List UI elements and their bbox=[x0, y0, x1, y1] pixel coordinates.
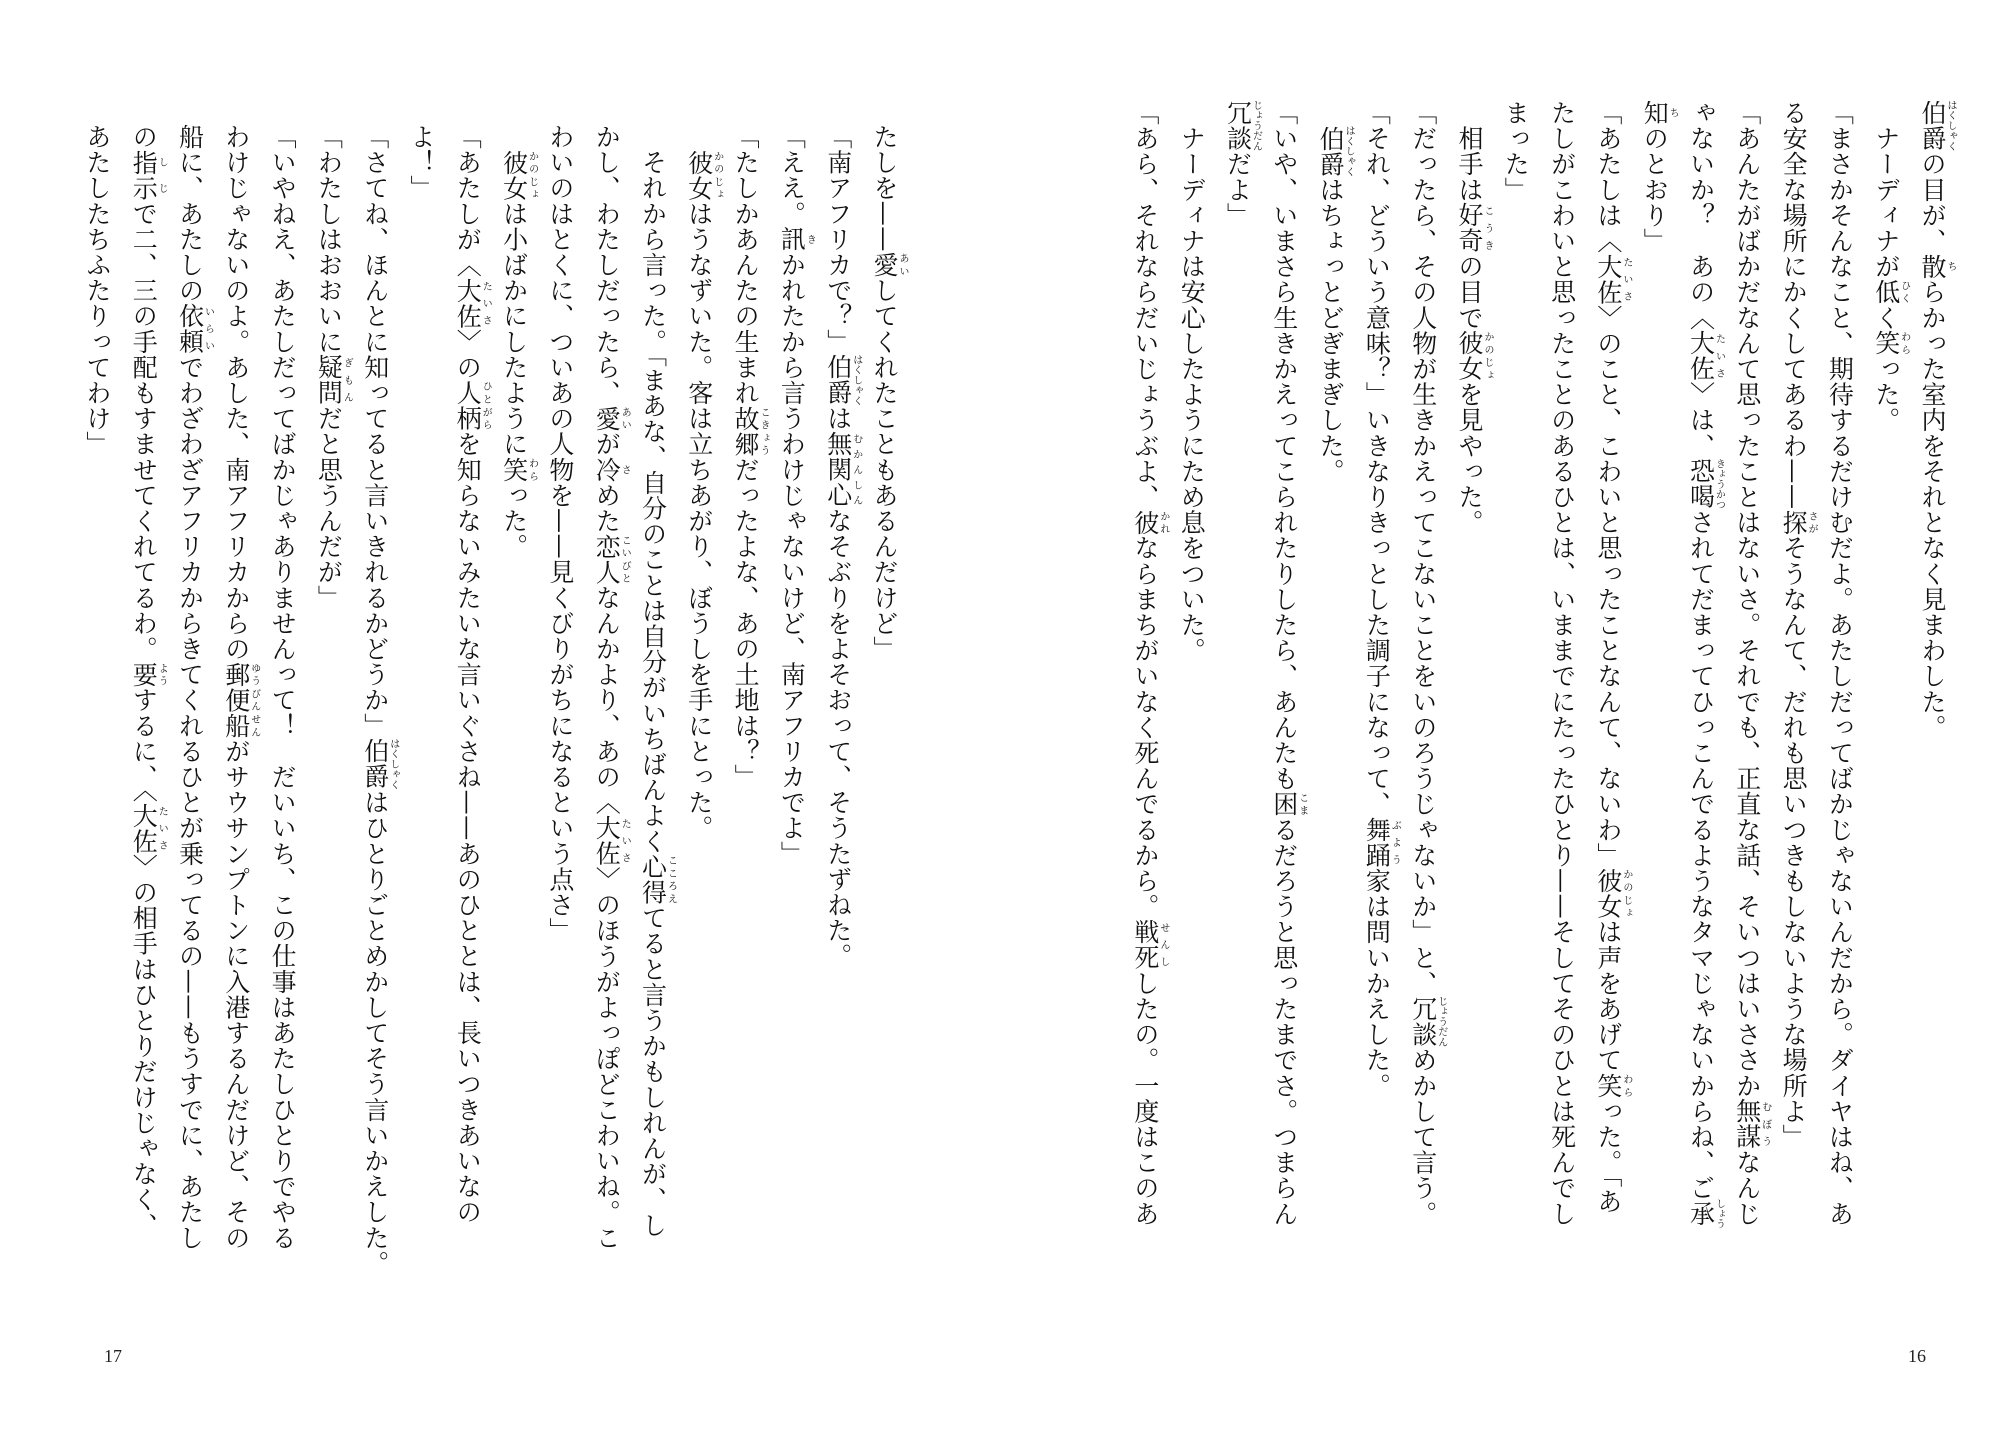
ruby-word bbox=[314, 354, 353, 406]
ruby-word bbox=[1779, 509, 1818, 536]
ruby-word bbox=[823, 354, 862, 406]
text-line bbox=[1728, 100, 1771, 1226]
text-run: らかった室内をそれとなく見まわした。 bbox=[1918, 279, 1947, 741]
text-run: を見やった。 bbox=[1455, 381, 1484, 536]
text-run: 「南アフリカで？」 bbox=[823, 124, 853, 355]
text-run: はうなずいた。客は立ちあがり、ぼうしを手にとった。 bbox=[684, 200, 714, 841]
text-line bbox=[448, 124, 491, 1225]
ruby-reading: じょうだん bbox=[1435, 996, 1447, 1048]
ruby-word bbox=[592, 815, 631, 867]
ruby-base: 恐喝 bbox=[1686, 458, 1716, 510]
ruby-word bbox=[129, 661, 168, 688]
ruby-reading: かのじょ bbox=[1482, 330, 1493, 382]
ruby-base: 好奇 bbox=[1455, 202, 1484, 254]
ruby-reading: さ bbox=[619, 456, 631, 483]
ruby-word bbox=[684, 149, 723, 201]
ruby-base: 戦死 bbox=[1130, 919, 1160, 971]
ruby-reading: かのじょ bbox=[1620, 868, 1632, 920]
text-line bbox=[726, 124, 769, 790]
text-run: で二、三の手配もすませてくれてるわ。 bbox=[129, 200, 159, 662]
ruby-reading: かれ bbox=[1157, 509, 1169, 536]
text-line bbox=[1219, 100, 1262, 228]
text-run: 〉は、 bbox=[1686, 381, 1716, 459]
ruby-word bbox=[129, 149, 168, 201]
ruby-word bbox=[1871, 330, 1910, 357]
text-run: ナーディナは安心したようにため息をついた。 bbox=[1177, 100, 1207, 664]
ruby-reading: むぼう bbox=[1759, 1098, 1771, 1150]
ruby-reading: ぎもん bbox=[341, 354, 353, 406]
text-run: は小ばかにしたように bbox=[499, 200, 529, 457]
ruby-reading: かのじょ bbox=[711, 149, 723, 201]
ruby-base: 大佐 bbox=[1686, 330, 1716, 382]
text-run: 「あたしが〈 bbox=[453, 124, 483, 278]
text-run: ナーディナが bbox=[1871, 100, 1901, 280]
text-run: てると言うかもしれんが、し bbox=[638, 905, 668, 1238]
ruby-reading: たいさ bbox=[480, 277, 492, 329]
text-line bbox=[541, 124, 579, 943]
text-run: よ！」 bbox=[407, 124, 436, 201]
text-run: 〉の bbox=[453, 328, 483, 381]
text-run bbox=[1316, 100, 1345, 126]
text-run: それから言った。「まあな、自分のことは自分がいちばんよく bbox=[638, 124, 668, 854]
text-line bbox=[1172, 100, 1210, 663]
text-run: はちょっとどぎまぎした。 bbox=[1316, 176, 1346, 485]
ruby-base: 探 bbox=[1779, 509, 1809, 536]
ruby-word bbox=[1223, 100, 1262, 152]
text-run: 「ええ。 bbox=[777, 124, 807, 227]
ruby-reading: きょうかつ bbox=[1713, 458, 1725, 510]
ruby-base: 彼女 bbox=[499, 149, 529, 201]
ruby-reading: わら bbox=[1898, 330, 1910, 357]
text-run: 「いやねえ、あたしだってばかじゃありませんって！ だいいち、この仕事はあたしひとりでやる bbox=[268, 124, 298, 1251]
ruby-word bbox=[453, 380, 492, 432]
text-run: したの。一度はこのあ bbox=[1130, 970, 1160, 1227]
ruby-base: 心得 bbox=[638, 853, 668, 906]
ruby-reading: さが bbox=[1806, 509, 1818, 536]
ruby-word bbox=[499, 456, 538, 483]
ruby-word bbox=[592, 405, 631, 432]
text-run: は声をあげて bbox=[1593, 919, 1623, 1073]
text-run: まった」 bbox=[1501, 100, 1531, 203]
text-run: 「あたしは〈 bbox=[1593, 100, 1623, 254]
text-run: してくれたこともあるんだけど」 bbox=[870, 277, 899, 662]
ruby-reading: じょうだん bbox=[1250, 100, 1262, 152]
ruby-reading: いらい bbox=[202, 303, 214, 355]
text-run: 「あら、それならだいじょうぶよ、 bbox=[1130, 100, 1160, 510]
ruby-word bbox=[1686, 330, 1725, 382]
ruby-base: 無関心 bbox=[823, 431, 853, 509]
ruby-base: 彼女 bbox=[1455, 330, 1484, 382]
text-run: ゃないか？ あの〈 bbox=[1686, 100, 1716, 331]
ruby-base: 困 bbox=[1269, 791, 1299, 817]
text-run: 家は問いかえした。 bbox=[1362, 868, 1392, 1099]
ruby-word bbox=[221, 661, 260, 739]
text-line bbox=[1774, 100, 1817, 1150]
text-run: でわざわざアフリカからきてくれるひとが乗ってるの——もうすでに、あたし bbox=[175, 354, 205, 1251]
ruby-reading: たいさ bbox=[1620, 253, 1632, 305]
ruby-reading: しじ bbox=[156, 149, 168, 201]
text-run: 「だったら、その人物が生きかえってこないことをいのろうじゃないか」と、 bbox=[1408, 100, 1438, 996]
text-run: った。 bbox=[1871, 356, 1901, 433]
ruby-reading: ち bbox=[1667, 100, 1679, 126]
text-run: 「たしかあんたの生まれ bbox=[731, 124, 761, 406]
ruby-base: 笑 bbox=[1593, 1072, 1623, 1099]
page-number-right: 16 bbox=[1908, 1346, 1926, 1366]
ruby-word bbox=[638, 853, 677, 906]
ruby-base: 伯爵 bbox=[1316, 125, 1346, 177]
ruby-word bbox=[870, 252, 908, 278]
text-run: たしを—— bbox=[870, 124, 899, 252]
ruby-reading: ち bbox=[1945, 253, 1956, 280]
text-run: 「さてね、ほんとに知ってると言いきれるかどうか」 bbox=[360, 124, 390, 739]
text-line bbox=[78, 124, 116, 457]
text-line bbox=[171, 124, 214, 1250]
text-run: は bbox=[823, 405, 853, 432]
text-run: そうなんて、だれも思いつきもしないような場所よ」 bbox=[1779, 535, 1809, 1150]
text-run: が bbox=[592, 431, 622, 457]
ruby-word bbox=[1269, 791, 1308, 817]
ruby-word bbox=[1732, 1098, 1771, 1150]
text-line bbox=[1265, 100, 1308, 1226]
text-run bbox=[500, 124, 529, 150]
ruby-word bbox=[129, 802, 168, 854]
ruby-reading: あい bbox=[897, 252, 908, 278]
ruby-reading: こま bbox=[1296, 791, 1308, 817]
text-line bbox=[402, 124, 440, 201]
ruby-word bbox=[1455, 202, 1493, 254]
ruby-base: 愛 bbox=[870, 252, 899, 278]
text-run: だったよな、あの土地は？」 bbox=[731, 456, 761, 790]
ruby-word bbox=[1130, 919, 1169, 971]
text-run: なそぶりをよそおって、そうたずねた。 bbox=[823, 508, 853, 969]
text-line bbox=[1635, 100, 1678, 254]
ruby-reading: はくしゃく bbox=[387, 738, 399, 790]
ruby-base: 大佐 bbox=[592, 815, 622, 867]
text-run: だよ」 bbox=[1223, 151, 1253, 229]
text-run: 「わたしはおおいに bbox=[314, 124, 344, 355]
ruby-reading: こきょう bbox=[758, 405, 770, 457]
ruby-base: 要 bbox=[129, 661, 159, 688]
text-run: めた bbox=[592, 482, 622, 534]
text-line bbox=[587, 124, 630, 1250]
text-run: の目で bbox=[1455, 253, 1484, 331]
text-line bbox=[1357, 100, 1400, 1098]
text-run: するに、〈 bbox=[129, 687, 159, 803]
text-line bbox=[1820, 100, 1858, 1226]
text-line bbox=[495, 124, 538, 559]
text-run: だと思うんだが」 bbox=[314, 405, 344, 611]
text-run: 相手は bbox=[1455, 100, 1484, 203]
ruby-word bbox=[499, 149, 538, 201]
ruby-word bbox=[823, 431, 862, 509]
text-run: めかして言う。 bbox=[1408, 1047, 1438, 1227]
text-line bbox=[1404, 100, 1447, 1226]
ruby-reading: わら bbox=[526, 456, 538, 483]
ruby-reading: はくしゃく bbox=[1945, 100, 1956, 152]
text-run: く bbox=[1871, 304, 1901, 331]
text-line bbox=[1126, 100, 1169, 1226]
text-line bbox=[1496, 100, 1534, 202]
page-number-left: 17 bbox=[104, 1346, 122, 1366]
ruby-reading: ぶよう bbox=[1389, 816, 1401, 869]
text-run: を知らないみたいな言いぐさね——あのひととは、長いつきあいなの bbox=[453, 431, 483, 1225]
text-run: 〉のこと、こわいと思ったことなんて、ないわ」 bbox=[1593, 304, 1623, 869]
text-run: のとおり」 bbox=[1640, 125, 1670, 254]
ruby-word bbox=[1918, 100, 1956, 152]
ruby-reading: せんし bbox=[1157, 919, 1169, 971]
ruby-reading: あい bbox=[619, 405, 631, 432]
ruby-base: 大佐 bbox=[129, 802, 159, 854]
ruby-word bbox=[1316, 125, 1355, 177]
text-run: されてだまってひっこんでるようなタマじゃないからね、ご bbox=[1686, 509, 1716, 1201]
text-line bbox=[1867, 100, 1910, 433]
ruby-reading: たいさ bbox=[1713, 330, 1725, 382]
text-run: たしがこわいと思ったことのあるひとは、いままでにたったひとり——そしてそのひとは死んでし bbox=[1547, 100, 1577, 1227]
text-line bbox=[1682, 100, 1725, 1229]
text-line bbox=[1311, 100, 1354, 484]
text-run: った。 bbox=[499, 482, 529, 560]
ruby-word bbox=[777, 226, 816, 253]
ruby-reading: こころえ bbox=[665, 853, 677, 906]
ruby-reading: しょう bbox=[1713, 1198, 1725, 1229]
ruby-reading: ゆうびんせん bbox=[248, 661, 260, 739]
text-line bbox=[124, 124, 167, 1238]
ruby-word bbox=[1130, 509, 1169, 536]
text-run: 〉の相手はひとりだけじゃなく、 bbox=[129, 853, 159, 1238]
text-line bbox=[680, 124, 723, 841]
ruby-reading: むかんしん bbox=[850, 431, 862, 509]
ruby-word bbox=[1455, 330, 1493, 382]
text-run: った。「あ bbox=[1593, 1098, 1623, 1214]
text-line bbox=[865, 124, 908, 662]
ruby-word bbox=[731, 405, 770, 457]
ruby-base: 笑 bbox=[1871, 330, 1901, 357]
ruby-reading: ひく bbox=[1898, 279, 1910, 305]
ruby-reading: たいさ bbox=[156, 802, 168, 854]
ruby-base: 依頼 bbox=[175, 303, 205, 355]
ruby-base: 人柄 bbox=[453, 380, 483, 432]
ruby-word bbox=[592, 456, 631, 483]
text-run: 〉のほうがよっぽどこわいね。こ bbox=[592, 866, 622, 1251]
ruby-base: 承 bbox=[1686, 1198, 1716, 1229]
ruby-base: 笑 bbox=[499, 456, 529, 483]
text-run: 「いや、いまさら生きかえってこられたりしたら、あんたも bbox=[1269, 100, 1299, 792]
ruby-base: 散 bbox=[1918, 253, 1947, 280]
ruby-base: 恋人 bbox=[592, 533, 622, 585]
ruby-base: 訊 bbox=[777, 226, 807, 253]
ruby-word bbox=[360, 738, 399, 790]
ruby-base: 知 bbox=[1640, 100, 1670, 126]
text-run: わいのはとくに、ついあの人物を——見くびりがちになるという点さ」 bbox=[545, 124, 575, 944]
ruby-reading: かのじょ bbox=[526, 149, 538, 201]
ruby-word bbox=[1686, 458, 1725, 510]
right-page bbox=[1000, 0, 2000, 1441]
ruby-word bbox=[1686, 1198, 1725, 1229]
ruby-base: 指示 bbox=[129, 149, 159, 201]
ruby-base: 伯爵 bbox=[360, 738, 390, 790]
ruby-reading: き bbox=[804, 226, 816, 252]
text-run: はひとりごとめかしてそう言いかえした。 bbox=[360, 789, 390, 1277]
ruby-reading: はくしゃく bbox=[850, 354, 862, 406]
text-run: なんじ bbox=[1732, 1149, 1762, 1227]
text-line bbox=[356, 124, 399, 1276]
ruby-word bbox=[175, 303, 214, 355]
ruby-base: 伯爵 bbox=[823, 354, 853, 406]
ruby-word bbox=[1918, 253, 1956, 280]
ruby-base: 大佐 bbox=[453, 277, 483, 329]
ruby-word bbox=[1362, 816, 1401, 869]
text-run: かし、わたしだったら、 bbox=[592, 124, 622, 406]
text-line bbox=[1589, 100, 1632, 1214]
ruby-word bbox=[453, 277, 492, 329]
text-line bbox=[309, 124, 352, 610]
ruby-base: 疑問 bbox=[314, 354, 344, 406]
text-run: の目が、 bbox=[1918, 151, 1947, 254]
ruby-word bbox=[1593, 868, 1632, 920]
text-run: 「まさかそんなこと、期待するだけむだよ。あたしだってばかじゃないんだから。ダイヤはね、あ bbox=[1825, 100, 1855, 1227]
text-line bbox=[1913, 100, 1956, 740]
text-run: 「あんたがばかだなんて思ったことはないさ。それでも、正直な話、そいつはいささか bbox=[1732, 100, 1762, 1099]
ruby-base: 低 bbox=[1871, 279, 1901, 305]
text-run bbox=[685, 124, 714, 150]
text-line bbox=[634, 124, 677, 1238]
ruby-reading: こうき bbox=[1482, 202, 1493, 254]
ruby-base: 彼女 bbox=[1593, 868, 1623, 920]
text-run: ならまちがいなく死んでるから。 bbox=[1130, 535, 1160, 920]
ruby-base: 大佐 bbox=[1593, 253, 1623, 305]
ruby-word bbox=[592, 533, 631, 585]
ruby-base: 故郷 bbox=[731, 405, 761, 457]
text-line bbox=[217, 124, 260, 1250]
text-run: る安全な場所にかくしてあるわ—— bbox=[1779, 100, 1809, 510]
ruby-word bbox=[1593, 1072, 1632, 1099]
ruby-base: 冗談 bbox=[1408, 996, 1438, 1048]
ruby-base: 彼女 bbox=[684, 149, 714, 201]
ruby-base: 愛 bbox=[592, 405, 622, 432]
text-run: 「それ、どういう意味？」いきなりきっとした調子になって、 bbox=[1362, 100, 1392, 817]
text-run: がサウサンプトンに入港するんだけど、その bbox=[221, 738, 251, 1251]
ruby-reading: よう bbox=[156, 661, 168, 688]
ruby-base: 冗談 bbox=[1223, 100, 1253, 152]
text-line bbox=[1543, 100, 1581, 1226]
text-run: かれたから言うわけじゃないけど、南アフリカでよ」 bbox=[777, 252, 807, 867]
ruby-base: 彼 bbox=[1130, 509, 1160, 536]
text-run: るだろうと思ったまでさ。つまらん bbox=[1269, 816, 1299, 1227]
ruby-word bbox=[1640, 100, 1679, 126]
ruby-reading: ひとがら bbox=[480, 380, 492, 432]
text-run: 船に、あたしの bbox=[175, 124, 205, 304]
ruby-reading: たいさ bbox=[619, 815, 631, 867]
text-line bbox=[772, 124, 815, 866]
ruby-base: 舞踊 bbox=[1362, 816, 1392, 869]
text-run: なんかより、あの〈 bbox=[592, 584, 622, 816]
ruby-word bbox=[1593, 253, 1632, 305]
text-run: の bbox=[129, 124, 159, 150]
ruby-reading: こいびと bbox=[619, 533, 631, 585]
text-run: わけじゃないのよ。あした、南アフリカからの bbox=[221, 124, 251, 662]
ruby-base: 無謀 bbox=[1732, 1098, 1762, 1150]
ruby-word bbox=[1871, 279, 1910, 305]
text-line bbox=[263, 124, 301, 1250]
text-run: あたしたちふたりってわけ」 bbox=[82, 124, 112, 457]
ruby-base: 冷 bbox=[592, 456, 622, 483]
ruby-base: 伯爵 bbox=[1918, 100, 1947, 152]
ruby-reading: はくしゃく bbox=[1343, 125, 1355, 177]
ruby-word bbox=[1408, 996, 1447, 1048]
ruby-reading: わら bbox=[1620, 1072, 1632, 1099]
ruby-base: 郵便船 bbox=[221, 661, 251, 739]
text-line bbox=[1450, 100, 1493, 535]
text-line bbox=[819, 124, 862, 969]
